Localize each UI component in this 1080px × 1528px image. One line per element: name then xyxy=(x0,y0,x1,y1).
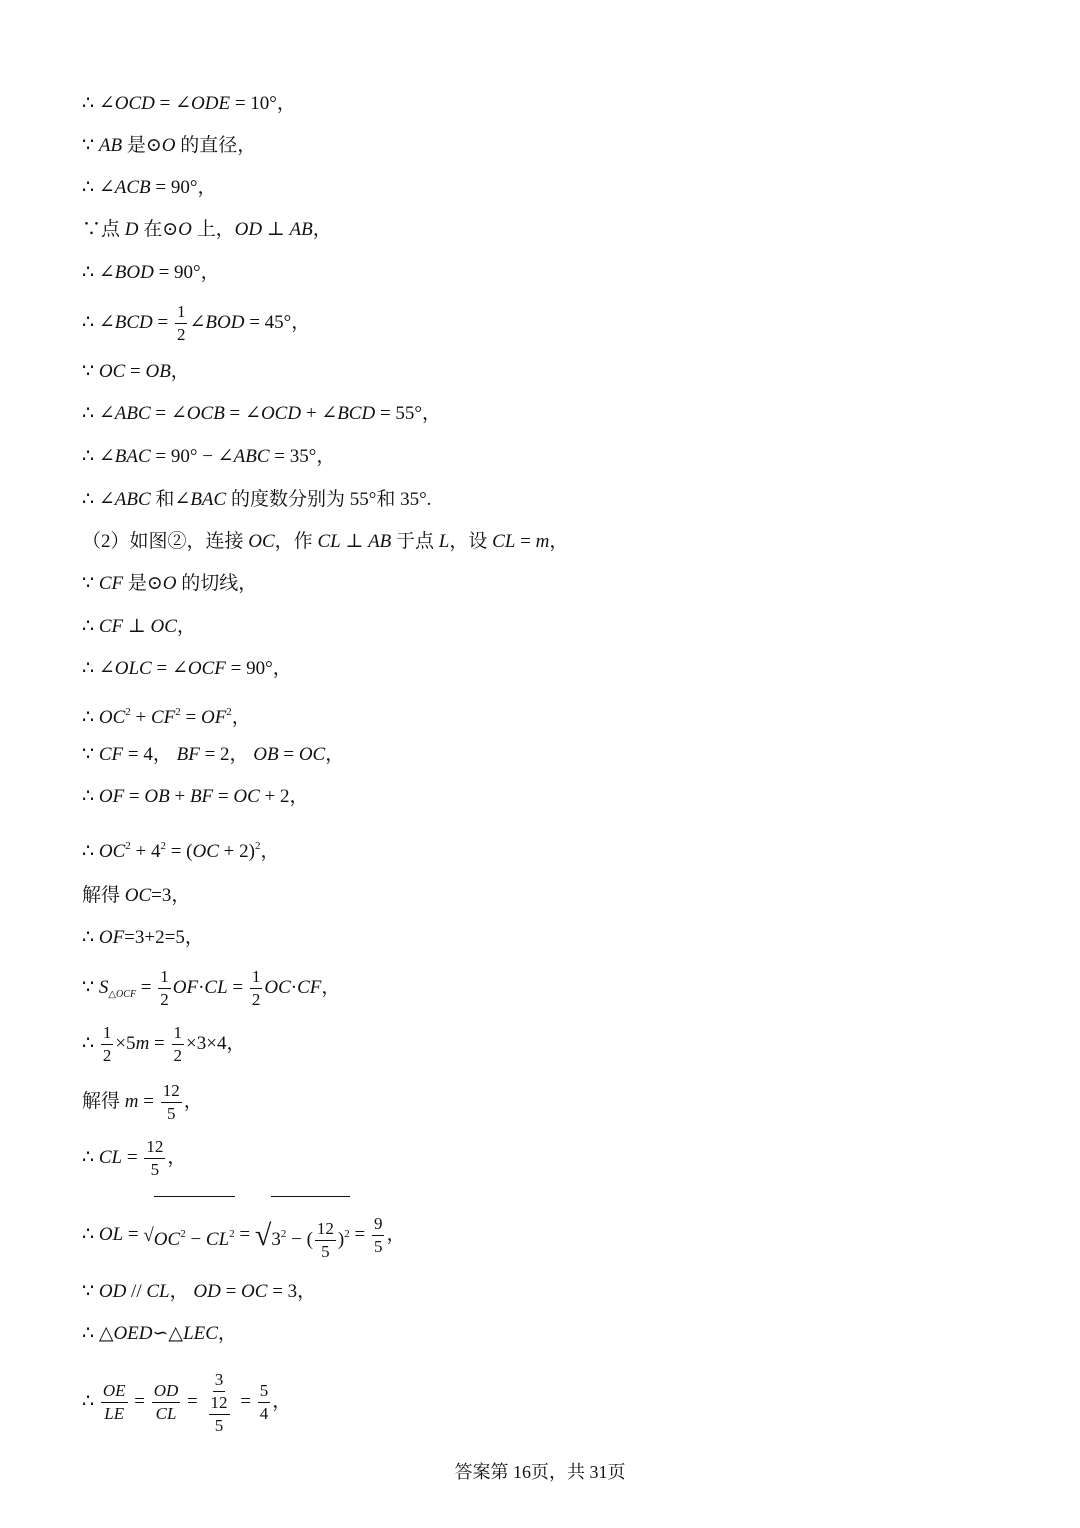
solution-line-7: ∵ OC = OB， xyxy=(82,361,190,382)
solution-line-15: ∴ $OC^2 + CF^2 = OF^2$， xyxy=(82,706,251,728)
solution-line-22: ∴ $\frac{1}{2}$ ×5m = $\frac{1}{2}$ ×3×4， xyxy=(82,1023,246,1066)
solution-line-18: ∴ $OC^2 + 4^2 = (OC + 2)^2$， xyxy=(82,840,280,862)
solution-line-24: ∴ CL = $\frac{12}{5}$ ， xyxy=(82,1137,187,1180)
solution-line-5: ∴ ∠BOD = 90°， xyxy=(82,262,220,283)
solution-line-13: ∴ CF ⊥ OC， xyxy=(82,616,196,637)
solution-line-27: ∴ △OED∽△LEC， xyxy=(82,1323,237,1344)
solution-line-9: ∴ ∠BAC = 90° − ∠ABC = 35°， xyxy=(82,446,336,467)
solution-line-25: ∴ OL = √ $OC^2 - CL^2$ = √ $3^2$ − ( $\frac{12}{5}$ )$^2$ = $\frac{9}{5}$ ， xyxy=(82,1196,405,1266)
solution-line-12: ∵ CF 是⊙O 的切线， xyxy=(82,573,258,594)
solution-line-28: ∴ $\frac{OE}{LE}$ = $\frac{OD}{CL}$ = $\frac{3}{\frac{12}{5}}$ = $\frac{5}{4}$ ， xyxy=(82,1369,292,1435)
solution-line-16: ∵ CF = 4， BF = 2， OB = OC， xyxy=(82,744,345,765)
solution-line-4: ∵点 D 在⊙O 上，OD ⊥ AB， xyxy=(82,219,332,240)
solution-line-1: ∴ ∠OCD = ∠ODE = 10°， xyxy=(82,93,296,114)
solution-line-23: 解得 m = $\frac{12}{5}$ ， xyxy=(82,1081,203,1124)
solution-line-26: ∵ OD // CL， OD = OC = 3， xyxy=(82,1281,317,1302)
solution-line-21: ∵ $S_{\triangle OCF}$ = $\frac{1}{2}$ OF·CL = $\frac{1}{2}$ OC·CF， xyxy=(82,967,341,1010)
page-footer: 答案第 16页，共 31页 xyxy=(454,1462,626,1482)
solution-line-3: ∴ ∠ACB = 90°， xyxy=(82,177,217,198)
solution-line-19: 解得 OC=3， xyxy=(82,885,191,906)
solution-line-17: ∴ OF = OB + BF = OC + 2， xyxy=(82,786,309,807)
solution-line-11: （2）如图②，连接 OC，作 CL ⊥ AB 于点 L，设 CL = m， xyxy=(82,531,569,552)
solution-line-14: ∴ ∠OLC = ∠OCF = 90°， xyxy=(82,658,292,679)
solution-line-10: ∴ ∠ABC 和∠BAC 的度数分别为 55°和 35°. xyxy=(82,489,432,510)
solution-line-2: ∵ AB 是⊙O 的直径， xyxy=(82,135,257,156)
solution-line-6: ∴ ∠BCD = $\frac{1}{2}$ ∠BOD = 45°， xyxy=(82,302,311,345)
solution-line-8: ∴ ∠ABC = ∠OCB = ∠OCD + ∠BCD = 55°， xyxy=(82,403,442,424)
solution-line-20: ∴ OF=3+2=5， xyxy=(82,927,204,948)
